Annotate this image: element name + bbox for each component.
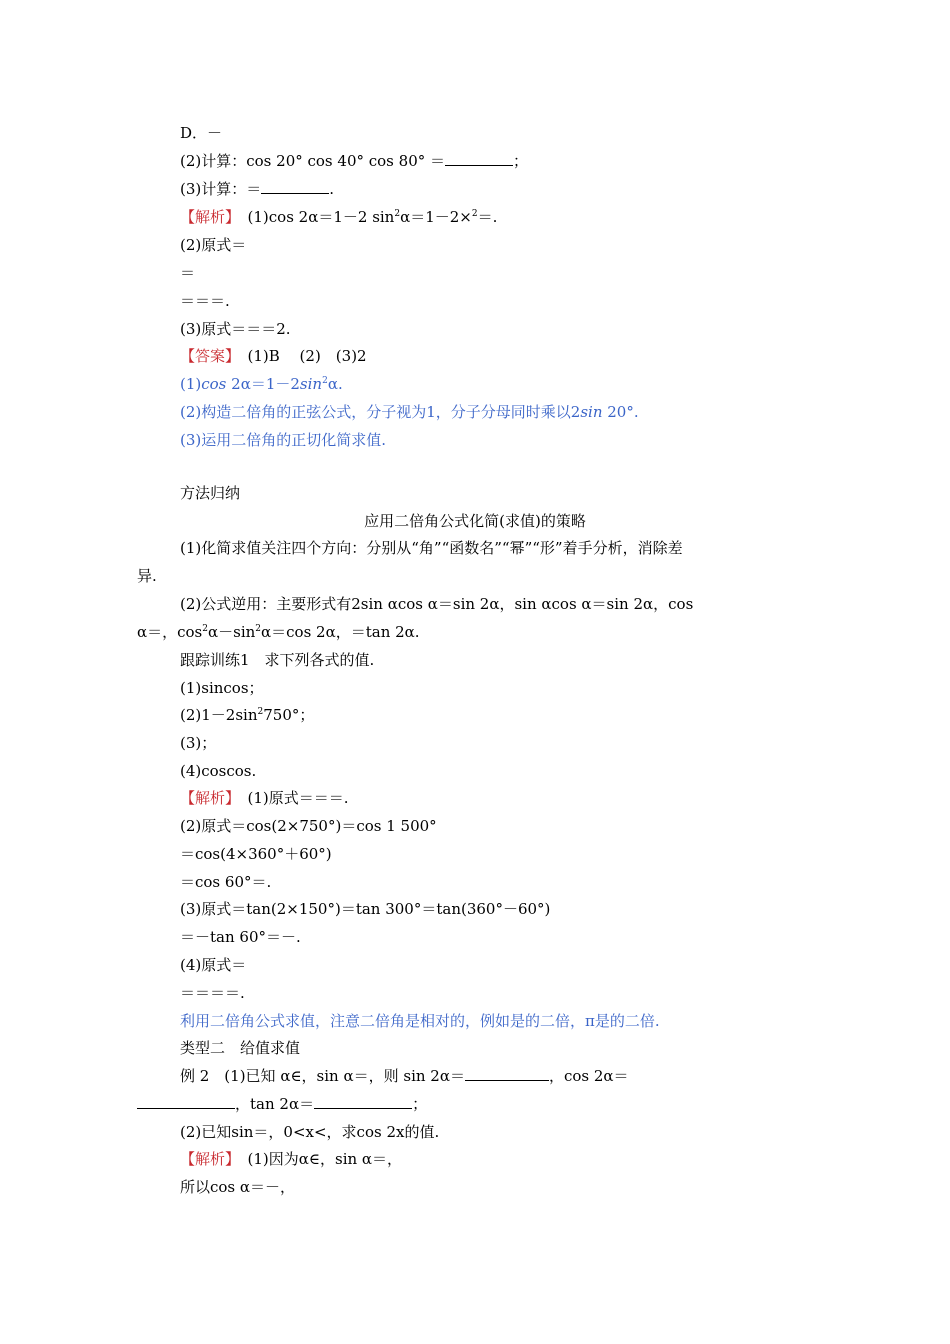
strategy-point-1: (1)化简求值关注四个方向：分别从“角”“函数名”“幂”“形”着手分析，消除差: [180, 539, 683, 557]
practice-item-4: (4)coscos.: [180, 762, 257, 780]
analysis-label: 【解析】: [180, 1150, 233, 1168]
answer-label: 【答案】: [180, 347, 233, 365]
analysis-line-4: ＝＝＝.: [180, 292, 230, 310]
example-2-part-2: (2)已知sin＝，0<x<，求cos 2x的值.: [180, 1123, 440, 1141]
analysis-line-1: 【解析】 (1)cos 2α＝1－2 $\sin^2\alpha=1-2\times^2=$.: [180, 208, 498, 226]
type-two-heading: 类型二 给值求值: [180, 1039, 301, 1057]
example-analysis-1: 【解析】 (1)因为α∈，sin α＝，: [180, 1150, 403, 1168]
practice-analysis-3: ＝cos(4×360°＋60°): [180, 845, 332, 863]
analysis-line-5: (3)原式＝＝＝2.: [180, 320, 291, 338]
answer-blank: [465, 1066, 549, 1081]
question-2: (2)计算：cos 20° cos 40° cos 80° ＝ ；: [180, 152, 529, 170]
practice-analysis-2: (2)原式＝cos(2×750°)＝cos 1 500°: [180, 817, 437, 835]
practice-item-1: (1)sincos；: [180, 679, 264, 697]
strategy-point-2: (2)公式逆用：主要形式有2sin αcos α＝sin 2α，sin αcos α＝sin 2α，cos: [180, 595, 694, 613]
note-line-1: (1)cos $2\alpha=1-2\sin^2\alpha$.: [180, 375, 343, 393]
option-d: D．－: [180, 124, 223, 142]
example-2-line-2: ，tan 2α＝ ；: [137, 1094, 427, 1114]
answer-line: 【答案】 (1)B (2) (3)2: [180, 347, 367, 365]
analysis-line-3: ＝: [180, 264, 196, 282]
answer-blank: [137, 1094, 235, 1109]
analysis-line-2: (2)原式＝: [180, 236, 247, 254]
answer-blank: [261, 179, 329, 194]
strategy-point-2-cont: α＝，$\cos^2\alpha-\sin^2\alpha=\cos$ 2α，＝tan 2α.: [137, 623, 420, 641]
example-analysis-2: 所以cos α＝－，: [180, 1178, 296, 1196]
answer-blank: [314, 1094, 412, 1109]
practice-analysis-7: (4)原式＝: [180, 956, 247, 974]
practice-analysis-5: (3)原式＝tan(2×150°)＝tan 300°＝tan(360°－60°): [180, 900, 551, 918]
practice-heading: 跟踪训练1 求下列各式的值.: [180, 651, 375, 669]
example-2-line-1: 例 2 (1)已知 α∈，sin α＝，则 sin 2α＝ ，cos 2α＝: [180, 1067, 629, 1085]
analysis-label: 【解析】: [180, 208, 233, 226]
practice-item-2: $(2)1-2\sin^2750^\circ$；: [180, 706, 315, 724]
practice-item-3: (3)；: [180, 734, 217, 752]
strategy-point-1-cont: 异.: [137, 567, 157, 585]
method-heading: 方法归纳: [180, 484, 241, 502]
note-line-3: (3)运用二倍角的正切化简求值.: [180, 431, 387, 449]
answer-blank: [445, 151, 513, 166]
strategy-title: 应用二倍角公式化简(求值)的策略: [364, 512, 586, 530]
practice-analysis-8: ＝＝＝＝.: [180, 984, 245, 1002]
practice-analysis-4: ＝cos 60°＝.: [180, 873, 272, 891]
practice-analysis-1: 【解析】 (1)原式＝＝＝.: [180, 789, 349, 807]
question-3: (3)计算：＝ .: [180, 180, 335, 198]
note-line-2: (2)构造二倍角的正弦公式，分子视为1，分子分母同时乘以2sin 20°.: [180, 403, 639, 421]
practice-analysis-6: ＝－tan 60°＝－.: [180, 928, 301, 946]
practice-note: 利用二倍角公式求值，注意二倍角是相对的，例如是的二倍，π是的二倍.: [180, 1012, 660, 1030]
analysis-label: 【解析】: [180, 789, 233, 807]
